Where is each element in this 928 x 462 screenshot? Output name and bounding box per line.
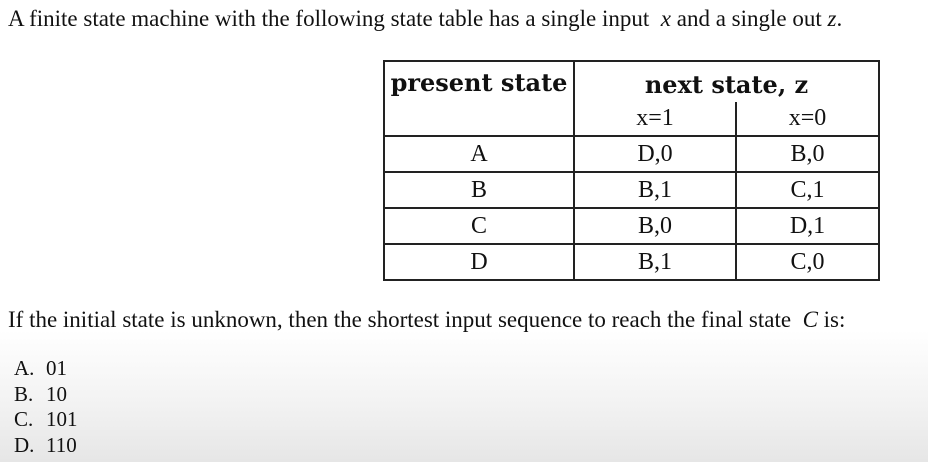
cell-present-state: B bbox=[384, 172, 574, 208]
intro-text-middle: and a single out bbox=[676, 6, 822, 31]
cell-next-x0: D,1 bbox=[736, 208, 879, 244]
subheader-x0: x=0 bbox=[736, 102, 879, 136]
cell-next-x1: B,1 bbox=[574, 172, 736, 208]
option-value: 10 bbox=[46, 381, 67, 406]
intro-text-end: . bbox=[836, 6, 843, 31]
table-row bbox=[384, 172, 879, 208]
table-row bbox=[384, 208, 879, 244]
header-present-state: present state bbox=[384, 61, 574, 136]
option-value: 110 bbox=[46, 432, 77, 457]
option-d[interactable] bbox=[14, 433, 78, 459]
cell-present-state: D bbox=[384, 244, 574, 280]
answer-options bbox=[14, 356, 78, 458]
cell-next-x0: C,0 bbox=[736, 244, 879, 280]
subheader-x1: x=1 bbox=[574, 102, 736, 136]
table-row bbox=[384, 244, 879, 280]
cell-next-x0: C,1 bbox=[736, 172, 879, 208]
cell-present-state: C bbox=[384, 208, 574, 244]
option-letter: B. bbox=[14, 381, 34, 406]
problem-intro bbox=[8, 6, 842, 32]
question-text-before: If the initial state is unknown, then the shortest input sequence to reach the final state bbox=[8, 307, 792, 332]
option-value: 01 bbox=[46, 356, 67, 380]
cell-next-x0: B,0 bbox=[736, 136, 879, 172]
output-variable: z bbox=[827, 6, 837, 31]
cell-next-x1: D,0 bbox=[574, 136, 736, 172]
cell-next-x1: B,0 bbox=[574, 208, 736, 244]
table-header-row bbox=[384, 61, 879, 102]
table-row bbox=[384, 136, 879, 172]
option-letter: A. bbox=[14, 356, 35, 380]
cell-present-state: A bbox=[384, 136, 574, 172]
option-a[interactable] bbox=[14, 356, 78, 382]
option-letter: C. bbox=[14, 407, 34, 431]
option-c[interactable] bbox=[14, 407, 78, 433]
final-state-variable: C bbox=[802, 307, 818, 332]
input-variable: x bbox=[660, 6, 672, 31]
header-next-state: next state, z bbox=[574, 61, 879, 102]
cell-next-x1: B,1 bbox=[574, 244, 736, 280]
question-text-end: is: bbox=[823, 307, 846, 332]
state-table bbox=[383, 60, 880, 281]
intro-text-before: A finite state machine with the following state table has a single input bbox=[8, 6, 650, 31]
option-value: 101 bbox=[46, 407, 78, 431]
question-text bbox=[8, 307, 845, 333]
option-b[interactable] bbox=[14, 382, 78, 408]
option-letter: D. bbox=[14, 432, 35, 457]
